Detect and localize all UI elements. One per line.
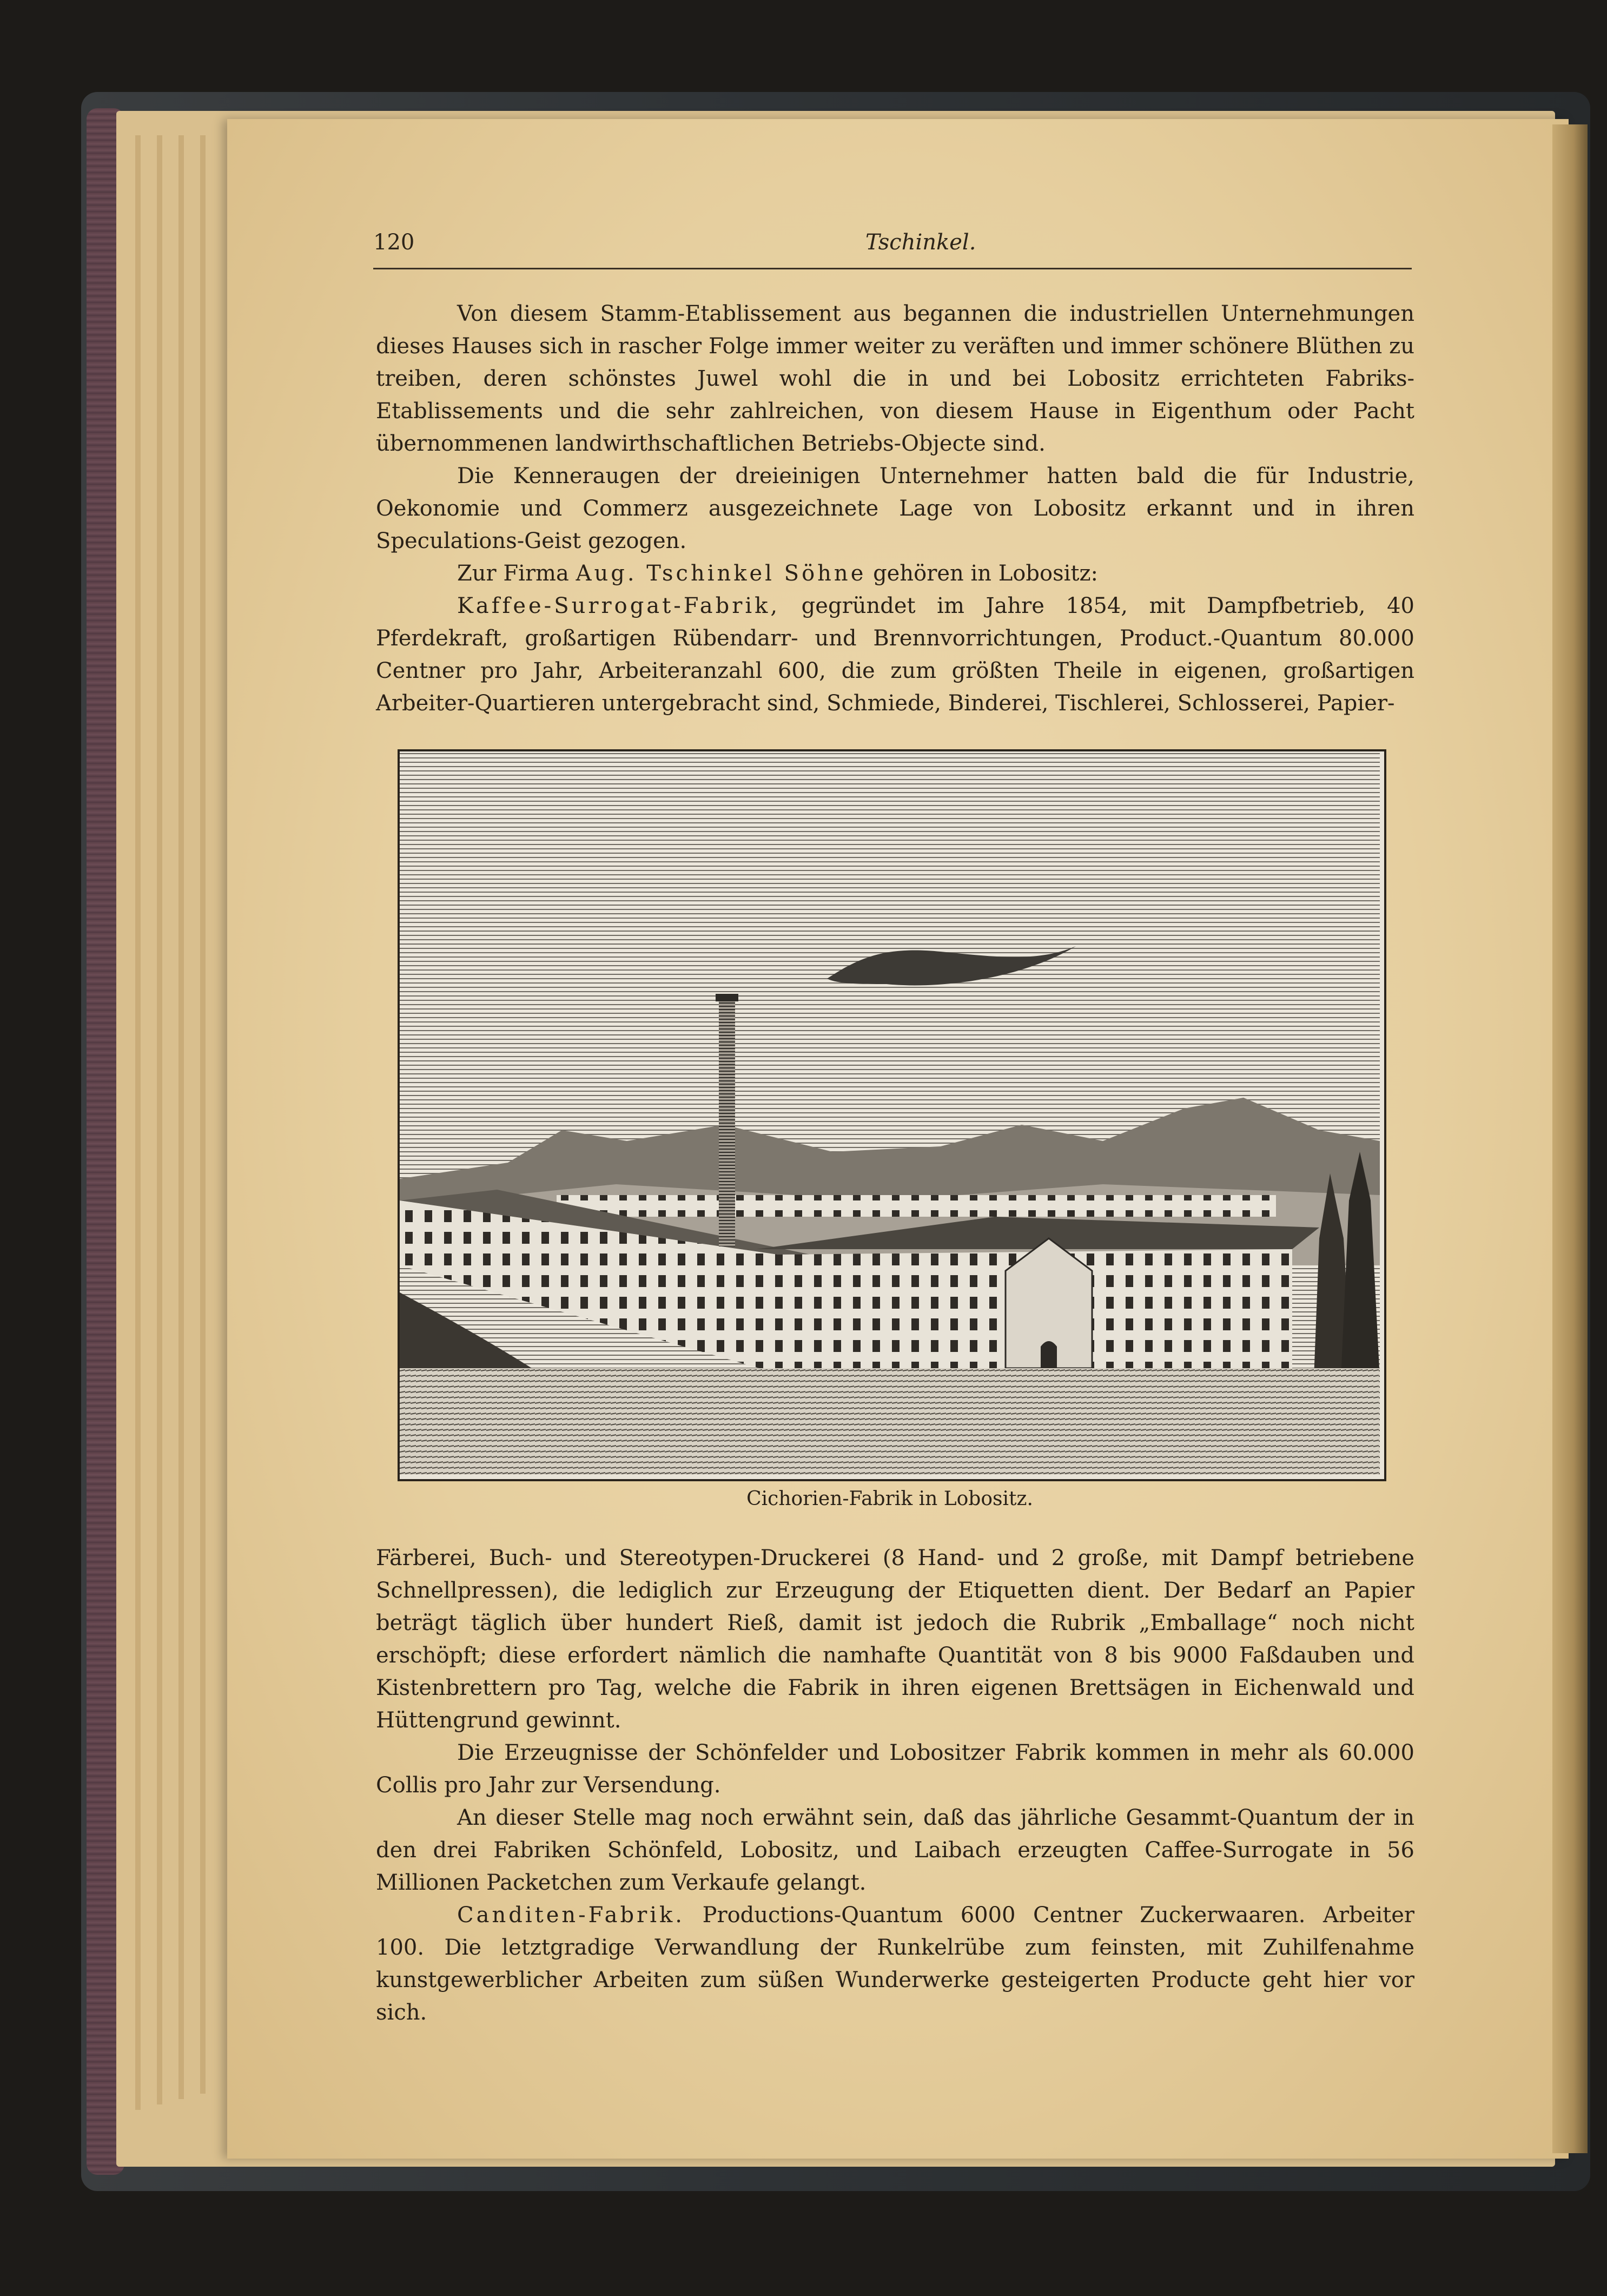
paragraph: Die Kenneraugen der dreieinigen Unternehmer hatten bald die für Industrie, Oekonomie und Commerz ausgezeichnete Lage von Lobositz erkannt und in ihren Speculations-Geist gezogen.	[376, 464, 1414, 553]
paragraph	[376, 1899, 1414, 2029]
lower-text-block	[376, 1542, 1414, 2029]
upper-text-block	[376, 298, 1414, 720]
paragraph: Die Erzeugnisse der Schönfelder und Lobositzer Fabrik kommen in mehr als 60.000 Collis pro Jahr zur Versendung.	[376, 1740, 1414, 1798]
page-edge	[135, 135, 141, 2110]
section-heading: Canditen-Fabrik.	[457, 1903, 685, 1928]
paragraph	[376, 590, 1414, 720]
page-gutter	[1552, 124, 1588, 2153]
factory-engraving	[398, 749, 1386, 1481]
header-rule	[373, 268, 1412, 269]
paragraph: Von diesem Stamm-Etablissement aus begannen die industriellen Unternehmungen dieses Hauses sich in rascher Folge immer weiter zu veräften und immer schönere Blüthen zu treiben, deren schönstes Juwel wohl die in und bei Lobositz errichteten Fabriks-Etablissements und die sehr zahlreichen, von diesem Hause in Eigenthum oder Pacht übernommenen landwirthschaftlichen Betriebs-Objecte sind.	[376, 301, 1414, 456]
text-span: Productions-Quantum 6000 Centner Zuckerwaaren. Arbeiter 100. Die letztgradige Verwandlung der Runkelrübe zum feinsten, mit Zuhilfenahme kunstgewerblicher Arbeiten zum süßen Wunderwerke gesteigerten Producte geht hier vor sich.	[376, 1903, 1414, 2025]
page-edge	[200, 135, 206, 2094]
text-span: gehören in Lobositz:	[866, 561, 1099, 586]
running-head: Tschinkel.	[865, 230, 976, 255]
paragraph: Färberei, Buch- und Stereotypen-Druckerei (8 Hand- und 2 große, mit Dampf betriebene Schnellpressen), die lediglich zur Erzeugung der Etiquetten dient. Der Bedarf an Papier beträgt täglich über hundert Rieß, damit ist jedoch die Rubrik „Emballage“ noch nicht erschöpft; diese erfordert nämlich die namhafte Quantität von 8 bis 9000 Faßdauben und Kistenbrettern pro Tag, welche die Fabrik in ihren eigenen Brettsägen in Eichenwald und Hüttengrund gewinnt.	[376, 1546, 1414, 1733]
paragraph	[376, 557, 1414, 590]
text-span: gegründet im Jahre 1854, mit Dampfbetrieb, 40 Pferdekraft, großartigen Rübendarr- und Brennvorrichtungen, Product.-Quantum 80.000 Centner pro Jahr, Arbeiteranzahl 600, die zum größten Theile in eigenen, großartigen Arbeiter-Quartieren untergebracht sind, Schmiede, Binderei, Tischlerei, Schlosserei, Papier-	[376, 593, 1414, 716]
text-span: Zur Firma	[457, 561, 576, 586]
page-edge	[178, 135, 184, 2099]
page-edge	[157, 135, 162, 2104]
firm-name: Aug. Tschinkel Söhne	[576, 561, 867, 586]
figure-caption: Cichorien-Fabrik in Lobositz.	[746, 1488, 1033, 1510]
page-number: 120	[373, 230, 415, 255]
paragraph: An dieser Stelle mag noch erwähnt sein, daß das jährliche Gesammt-Quantum der in den drei Fabriken Schönfeld, Lobositz, und Laibach erzeugten Caffee-Surrogate in 56 Millionen Packetchen zum Verkaufe gelangt.	[376, 1805, 1414, 1895]
section-heading: Kaffee-Surrogat-Fabrik,	[457, 593, 781, 618]
page-header	[373, 230, 1412, 262]
